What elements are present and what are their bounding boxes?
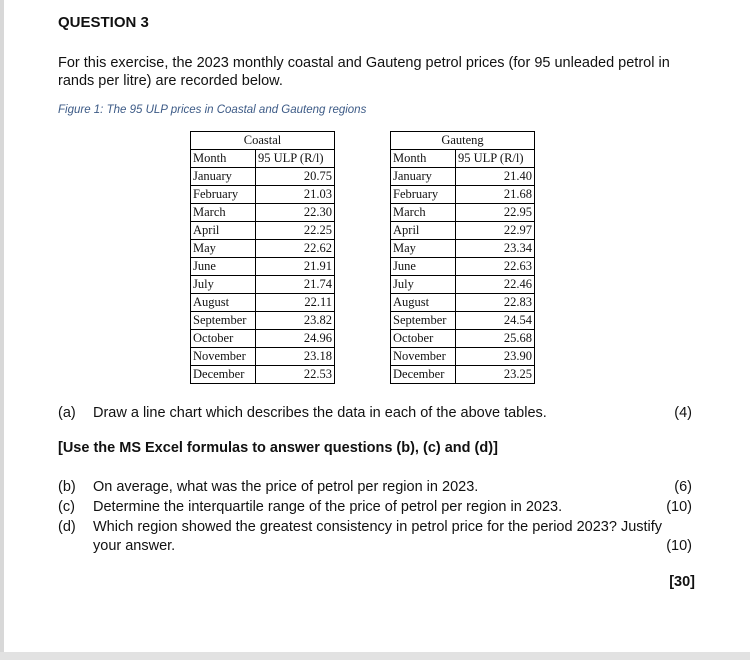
gauteng-month-cell: December (391, 366, 456, 384)
question-intro: For this exercise, the 2023 monthly coastal and Gauteng petrol prices (for 95 unleaded petrol in rands per litre) are recorded below. (58, 55, 670, 89)
gauteng-month-cell: January (391, 168, 456, 186)
table-row (391, 222, 535, 240)
table-row (191, 222, 335, 240)
table-row (391, 276, 535, 294)
gauteng-price-cell: 21.40 (456, 168, 535, 186)
gauteng-month-cell: April (391, 222, 456, 240)
table-row (191, 168, 335, 186)
gauteng-table-title: Gauteng (391, 132, 535, 150)
gauteng-price-cell: 21.68 (456, 186, 535, 204)
coastal-month-header: Month (191, 150, 256, 168)
table-row (191, 276, 335, 294)
coastal-month-cell: July (191, 276, 256, 294)
coastal-price-cell: 22.53 (256, 366, 335, 384)
total-marks: [30] (669, 574, 695, 590)
question-b-text: On average, what was the price of petrol per region in 2023. (93, 479, 479, 495)
table-row (191, 312, 335, 330)
table-row (391, 330, 535, 348)
table-row (391, 168, 535, 186)
coastal-price-cell: 22.30 (256, 204, 335, 222)
coastal-title-row (191, 132, 335, 150)
coastal-price-cell: 22.11 (256, 294, 335, 312)
gauteng-price-cell: 23.25 (456, 366, 535, 384)
coastal-price-cell: 23.18 (256, 348, 335, 366)
gauteng-price-table (390, 131, 535, 384)
gauteng-price-cell: 23.90 (456, 348, 535, 366)
question-a-marks: (4) (674, 405, 692, 421)
coastal-month-cell: December (191, 366, 256, 384)
excel-instruction: [Use the MS Excel formulas to answer questions (b), (c) and (d)] (58, 440, 498, 456)
coastal-month-cell: November (191, 348, 256, 366)
gauteng-month-cell: November (391, 348, 456, 366)
coastal-price-cell: 21.03 (256, 186, 335, 204)
question-a-text: Draw a line chart which describes the data in each of the above tables. (93, 405, 547, 421)
gauteng-price-cell: 23.34 (456, 240, 535, 258)
gauteng-month-cell: February (391, 186, 456, 204)
scan-edge-left (0, 0, 4, 660)
table-row (191, 240, 335, 258)
gauteng-month-cell: October (391, 330, 456, 348)
gauteng-price-header: 95 ULP (R/l) (456, 150, 535, 168)
coastal-month-cell: May (191, 240, 256, 258)
gauteng-price-cell: 22.83 (456, 294, 535, 312)
scan-edge-bottom (0, 652, 750, 660)
question-d-text-line1: Which region showed the greatest consistency in petrol price for the period 2023? Justify (93, 519, 663, 535)
question-c-text: Determine the interquartile range of the price of petrol per region in 2023. (93, 499, 563, 515)
coastal-month-cell: September (191, 312, 256, 330)
gauteng-price-cell: 25.68 (456, 330, 535, 348)
figure-caption: Figure 1: The 95 ULP prices in Coastal and Gauteng regions (58, 104, 367, 116)
coastal-price-cell: 22.25 (256, 222, 335, 240)
gauteng-price-cell: 22.46 (456, 276, 535, 294)
gauteng-month-cell: July (391, 276, 456, 294)
coastal-price-header: 95 ULP (R/l) (256, 150, 335, 168)
gauteng-price-cell: 22.63 (456, 258, 535, 276)
question-b-marks: (6) (674, 479, 692, 495)
coastal-price-cell: 23.82 (256, 312, 335, 330)
table-row (391, 294, 535, 312)
table-row (191, 204, 335, 222)
coastal-price-table (190, 131, 335, 384)
table-row (191, 348, 335, 366)
gauteng-month-cell: August (391, 294, 456, 312)
coastal-month-cell: March (191, 204, 256, 222)
gauteng-title-row (391, 132, 535, 150)
gauteng-price-cell: 24.54 (456, 312, 535, 330)
question-a-label: (a) (58, 405, 76, 421)
gauteng-month-cell: March (391, 204, 456, 222)
question-title: QUESTION 3 (58, 14, 149, 31)
question-d-label: (d) (58, 519, 76, 535)
table-row (191, 330, 335, 348)
table-row (391, 240, 535, 258)
gauteng-table-body (391, 132, 535, 384)
table-row (391, 204, 535, 222)
table-row (391, 258, 535, 276)
question-c-label: (c) (58, 499, 75, 515)
coastal-price-cell: 21.91 (256, 258, 335, 276)
coastal-price-cell: 20.75 (256, 168, 335, 186)
table-row (191, 186, 335, 204)
question-d-text-line2: your answer. (93, 538, 176, 554)
gauteng-month-cell: September (391, 312, 456, 330)
coastal-price-cell: 21.74 (256, 276, 335, 294)
coastal-table-title: Coastal (191, 132, 335, 150)
coastal-month-cell: August (191, 294, 256, 312)
table-row (391, 186, 535, 204)
table-row (191, 366, 335, 384)
table-row (191, 258, 335, 276)
coastal-month-cell: June (191, 258, 256, 276)
gauteng-price-cell: 22.97 (456, 222, 535, 240)
coastal-price-cell: 22.62 (256, 240, 335, 258)
gauteng-month-cell: June (391, 258, 456, 276)
table-row (191, 294, 335, 312)
coastal-month-cell: October (191, 330, 256, 348)
gauteng-price-cell: 22.95 (456, 204, 535, 222)
coastal-header-row (191, 150, 335, 168)
question-b-label: (b) (58, 479, 76, 495)
table-row (391, 348, 535, 366)
gauteng-month-cell: May (391, 240, 456, 258)
coastal-table-body (191, 132, 335, 384)
coastal-month-cell: February (191, 186, 256, 204)
table-row (391, 366, 535, 384)
question-c-marks: (10) (666, 499, 692, 515)
coastal-month-cell: January (191, 168, 256, 186)
table-row (391, 312, 535, 330)
gauteng-header-row (391, 150, 535, 168)
coastal-month-cell: April (191, 222, 256, 240)
question-d-marks: (10) (666, 538, 692, 554)
gauteng-month-header: Month (391, 150, 456, 168)
coastal-price-cell: 24.96 (256, 330, 335, 348)
